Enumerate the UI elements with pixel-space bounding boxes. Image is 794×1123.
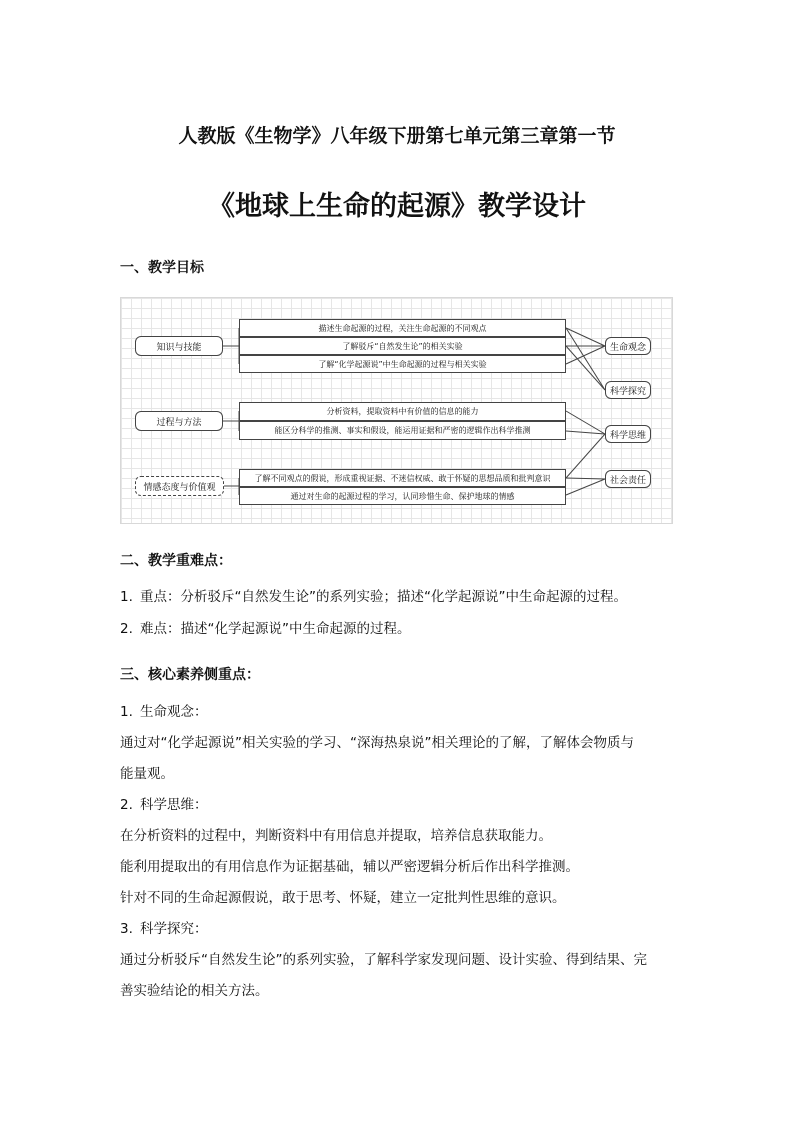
list-item [120, 585, 627, 605]
list-text: 重点：分析驳斥“自然发生论”的系列实验；描述“化学起源说”中生命起源的过程。 [140, 589, 627, 605]
literacy-social-responsibility: 社会责任 [605, 470, 651, 488]
objective-box: 了解“化学起源说”中生命起源的过程与相关实验 [239, 355, 566, 373]
objectives-mindmap [120, 297, 673, 524]
list-label: 科学探究： [140, 921, 208, 937]
paragraph-line: 能量观。 [120, 766, 174, 782]
objective-box: 分析资料，提取资料中有价值的信息的能力 [239, 402, 566, 421]
paragraph-line: 通过分析驳斥“自然发生论”的系列实验，了解科学家发现问题、设计实验、得到结果、完 [120, 952, 647, 968]
category-process-method: 过程与方法 [135, 411, 223, 431]
document-subtitle: 人教版《生物学》八年级下册第七单元第三章第一节 [178, 125, 616, 147]
list-item [120, 793, 208, 813]
paragraph-line: 在分析资料的过程中，判断资料中有用信息并提取，培养信息获取能力。 [120, 828, 552, 844]
list-number: 3. [120, 921, 133, 937]
paragraph-line: 善实验结论的相关方法。 [120, 983, 269, 999]
document-title: 《地球上生命的起源》教学设计 [208, 191, 586, 222]
list-text: 难点：描述“化学起源说”中生命起源的过程。 [140, 621, 411, 637]
objective-box: 通过对生命的起源过程的学习，认同珍惜生命、保护地球的情感 [239, 487, 566, 505]
paragraph-line: 针对不同的生命起源假说，敢于思考、怀疑，建立一定批判性思维的意识。 [120, 890, 566, 906]
category-attitude-values: 情感态度与价值观 [135, 476, 224, 496]
list-label: 科学思维： [140, 797, 208, 813]
list-label: 生命观念： [140, 704, 208, 720]
list-number: 1. [120, 589, 133, 605]
objective-box: 能区分科学的推测、事实和假设，能运用证据和严密的逻辑作出科学推测 [239, 421, 566, 440]
section-heading-core-literacy: 三、核心素养侧重点： [120, 667, 260, 683]
list-number: 1. [120, 704, 133, 720]
paragraph-line: 能利用提取出的有用信息作为证据基础，辅以严密逻辑分析后作出科学推测。 [120, 859, 579, 875]
list-item [120, 617, 411, 637]
literacy-life-concept: 生命观念 [605, 337, 651, 355]
list-number: 2. [120, 797, 133, 813]
literacy-scientific-thinking: 科学思维 [605, 425, 651, 443]
objective-box: 了解不同观点的假说，形成重视证据、不迷信权威、敢于怀疑的思想品质和批判意识 [239, 469, 566, 487]
section-heading-objectives: 一、教学目标 [120, 260, 204, 276]
objective-box: 描述生命起源的过程，关注生命起源的不同观点 [239, 319, 566, 337]
list-item [120, 700, 208, 720]
list-item [120, 917, 208, 937]
objective-box: 了解驳斥“自然发生论”的相关实验 [239, 337, 566, 355]
list-number: 2. [120, 621, 133, 637]
literacy-scientific-inquiry: 科学探究 [605, 381, 651, 399]
paragraph-line: 通过对“化学起源说”相关实验的学习、“深海热泉说”相关理论的了解，了解体会物质与 [120, 735, 634, 751]
section-heading-key-points: 二、教学重难点： [120, 553, 232, 569]
category-knowledge-skills: 知识与技能 [135, 336, 223, 356]
